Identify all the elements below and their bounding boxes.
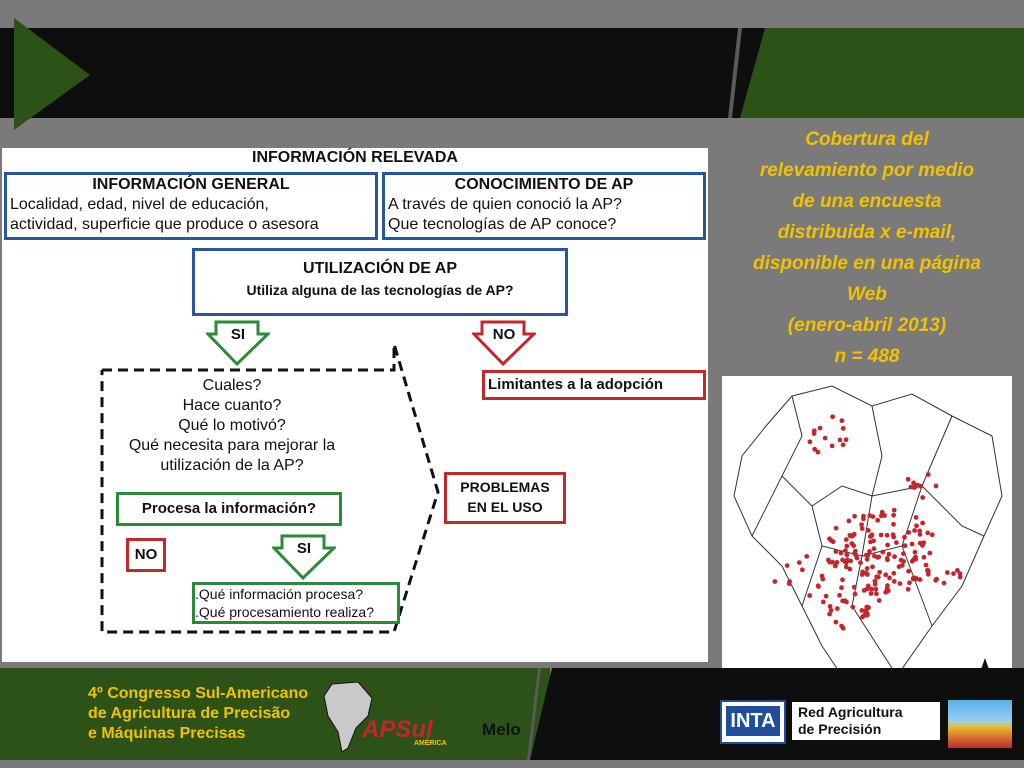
- caption-line1: Cobertura del: [805, 129, 929, 150]
- survey-dot: [852, 532, 857, 537]
- survey-dot: [804, 554, 809, 559]
- survey-dot: [865, 613, 870, 618]
- survey-dot: [922, 555, 927, 560]
- survey-dot: [885, 583, 890, 588]
- survey-dot: [874, 574, 879, 579]
- survey-dot: [913, 555, 918, 560]
- survey-dot: [933, 578, 938, 583]
- survey-dot: [850, 605, 855, 610]
- usage-heading: UTILIZACIÓN DE AP: [302, 260, 458, 277]
- survey-dot: [858, 560, 863, 565]
- survey-dot: [892, 554, 897, 559]
- survey-dot: [800, 567, 805, 572]
- survey-dot: [918, 532, 923, 537]
- congress-line1: 4º Congresso Sul-Americano: [88, 685, 309, 702]
- survey-dot: [945, 570, 950, 575]
- survey-dot: [891, 522, 896, 527]
- process-detail-box: [192, 582, 400, 624]
- survey-dot: [926, 472, 931, 477]
- survey-dot: [834, 620, 839, 625]
- survey-dot: [848, 567, 853, 572]
- survey-dot: [877, 570, 882, 575]
- survey-dot: [874, 587, 879, 592]
- no-label: NO: [492, 326, 516, 343]
- survey-dot: [865, 587, 870, 592]
- apsul-sub: AMÉRICA: [414, 740, 447, 747]
- question-5: utilización de la AP?: [160, 457, 304, 474]
- survey-dot: [903, 543, 908, 548]
- survey-dot: [914, 523, 919, 528]
- diagram-panel: [2, 148, 708, 662]
- survey-dot: [870, 564, 875, 569]
- survey-dot: [885, 533, 890, 538]
- inta-logo: [720, 700, 786, 744]
- survey-dot: [847, 519, 852, 524]
- caption-line5: disponible en una página: [752, 253, 982, 274]
- survey-dot: [838, 438, 843, 443]
- caption-line6: Web: [847, 284, 887, 305]
- survey-dot: [874, 591, 879, 596]
- survey-dot: [844, 437, 849, 442]
- survey-dot: [906, 477, 911, 482]
- survey-dot: [918, 577, 923, 582]
- process-info-label: Procesa la información?: [141, 500, 317, 517]
- survey-dot: [920, 521, 925, 526]
- survey-dot: [911, 576, 916, 581]
- play-triangle-icon: [14, 18, 92, 132]
- survey-dot: [840, 599, 845, 604]
- survey-dot: [885, 556, 890, 561]
- survey-dot: [925, 568, 930, 573]
- survey-dot: [891, 571, 896, 576]
- survey-map: [722, 376, 1012, 702]
- usage-box: [192, 248, 568, 316]
- survey-dot: [872, 554, 877, 559]
- survey-dot: [921, 540, 926, 545]
- survey-dot: [865, 566, 870, 571]
- survey-caption: [718, 124, 1016, 372]
- apsul-logo: [318, 676, 458, 756]
- survey-dot: [869, 591, 874, 596]
- survey-dot: [840, 418, 845, 423]
- survey-dot: [892, 508, 897, 513]
- survey-dot: [918, 484, 923, 489]
- caption-line4: distribuida x e-mail,: [777, 222, 957, 243]
- survey-dot: [816, 450, 821, 455]
- problems-line1: PROBLEMAS: [460, 479, 550, 495]
- header-green-band: [740, 28, 1024, 118]
- survey-dot: [860, 608, 865, 613]
- congress-line3: e Máquinas Precisas: [88, 725, 246, 742]
- survey-dot: [883, 572, 888, 577]
- survey-dot: [930, 532, 935, 537]
- general-info-line2: actividad, superficie que produce o asesora: [10, 216, 319, 233]
- survey-dot: [892, 579, 897, 584]
- survey-dot: [906, 569, 911, 574]
- survey-dot: [885, 543, 890, 548]
- survey-dot: [852, 514, 857, 519]
- survey-dot: [826, 558, 831, 563]
- survey-dot: [934, 484, 939, 489]
- survey-dot: [870, 532, 875, 537]
- survey-dot: [785, 563, 790, 568]
- survey-dot: [816, 583, 821, 588]
- survey-dot: [955, 568, 960, 573]
- survey-dot: [851, 543, 856, 548]
- survey-dot: [924, 563, 929, 568]
- process-info-box: [116, 492, 342, 526]
- survey-dot: [894, 540, 899, 545]
- general-info-heading: INFORMACIÓN GENERAL: [92, 176, 290, 193]
- survey-dot: [787, 581, 792, 586]
- survey-dot: [812, 431, 817, 436]
- survey-dot: [907, 580, 912, 585]
- red-ap-line1: Red Agricultura: [798, 704, 903, 720]
- survey-dot: [808, 439, 813, 444]
- survey-dot: [839, 551, 844, 556]
- question-1: Cuales?: [202, 377, 262, 394]
- survey-dot: [925, 531, 930, 536]
- limitations-label: Limitantes a la adopción: [488, 376, 664, 393]
- survey-dot: [873, 582, 878, 587]
- survey-dot: [839, 624, 844, 629]
- survey-dot: [926, 572, 931, 577]
- survey-dot: [797, 560, 802, 565]
- survey-dot: [823, 436, 828, 441]
- usage-question: Utiliza alguna de las tecnologías de AP?: [246, 282, 514, 298]
- survey-dot: [839, 585, 844, 590]
- survey-dot: [830, 444, 835, 449]
- survey-dot: [906, 587, 911, 592]
- survey-dot: [820, 577, 825, 582]
- survey-dot: [840, 577, 845, 582]
- precision-ag-logo: [948, 700, 1012, 748]
- survey-dot: [914, 515, 919, 520]
- survey-dot: [901, 551, 906, 556]
- survey-dot: [848, 559, 853, 564]
- no-box-label: NO: [134, 546, 158, 563]
- survey-dot: [866, 553, 871, 558]
- survey-dot: [910, 542, 915, 547]
- survey-dot: [853, 592, 858, 597]
- problems-box: [444, 472, 566, 524]
- survey-dot: [879, 533, 884, 538]
- survey-dot: [835, 560, 840, 565]
- survey-dot: [887, 552, 892, 557]
- survey-dot: [866, 528, 871, 533]
- survey-dot: [844, 537, 849, 542]
- process-detail-2: .Qué procesamiento realiza?: [195, 604, 374, 620]
- survey-dot: [834, 526, 839, 531]
- survey-dot: [843, 548, 848, 553]
- survey-dot: [942, 581, 947, 586]
- no-box: [126, 538, 166, 572]
- si-label-2: SI: [296, 540, 312, 557]
- survey-dot: [877, 598, 882, 603]
- survey-dot: [912, 528, 917, 533]
- survey-dot: [827, 536, 832, 541]
- diagram-title: INFORMACIÓN RELEVADA: [252, 149, 458, 166]
- caption-line2: relevamiento por medio: [759, 160, 975, 181]
- si-label: SI: [230, 326, 246, 343]
- caption-line8: n = 488: [834, 346, 900, 367]
- survey-dot: [875, 518, 880, 523]
- red-ap-line2: de Precisión: [798, 721, 882, 737]
- survey-dot: [844, 544, 849, 549]
- survey-dot: [891, 532, 896, 537]
- survey-dot: [841, 442, 846, 447]
- congress-name: [88, 684, 308, 744]
- survey-dot: [852, 585, 857, 590]
- question-2: Hace cuanto?: [182, 397, 282, 414]
- survey-dot: [864, 571, 869, 576]
- survey-dot: [951, 571, 956, 576]
- survey-dot: [860, 526, 865, 531]
- question-4: Qué necesita para mejorar la: [128, 437, 336, 454]
- survey-dot: [920, 495, 925, 500]
- process-detail-1: .Qué información procesa?: [195, 586, 364, 602]
- survey-dot: [914, 484, 919, 489]
- survey-dot: [906, 530, 911, 535]
- survey-dot: [818, 426, 823, 431]
- presenter-name: Melo: [482, 720, 521, 739]
- congress-line2: de Agricultura de Precisão: [88, 705, 291, 722]
- limitations-box: [482, 370, 706, 400]
- survey-dot: [821, 600, 826, 605]
- survey-dot: [840, 558, 845, 563]
- knowledge-heading: CONOCIMIENTO DE AP: [454, 176, 634, 193]
- survey-dot: [887, 576, 892, 581]
- survey-dot: [880, 510, 885, 515]
- province-map: [722, 376, 1012, 702]
- question-list: [102, 376, 362, 476]
- survey-dot: [901, 559, 906, 564]
- survey-dot: [880, 550, 885, 555]
- survey-dot: [841, 426, 846, 431]
- general-info-box: [4, 172, 378, 240]
- knowledge-line2: Que tecnologías de AP conoce?: [388, 216, 617, 233]
- inta-wordmark: INTA: [726, 706, 780, 736]
- survey-dot: [834, 549, 839, 554]
- survey-dot: [835, 606, 840, 611]
- survey-dot: [829, 608, 834, 613]
- top-gray-band: [0, 0, 1024, 28]
- survey-dot: [897, 564, 902, 569]
- survey-dot: [837, 593, 842, 598]
- survey-dot: [852, 551, 857, 556]
- survey-dot: [861, 514, 866, 519]
- knowledge-box: [382, 172, 706, 240]
- survey-dot: [902, 535, 907, 540]
- bottom-gray-band: [0, 760, 1024, 768]
- survey-dot: [927, 551, 932, 556]
- apsul-wordmark: APSul: [362, 716, 433, 743]
- knowledge-line1: A través de quien conoció la AP?: [388, 196, 622, 213]
- red-ap-logo: [792, 702, 940, 740]
- survey-dot: [830, 414, 835, 419]
- survey-dot: [824, 594, 829, 599]
- problems-line2: EN EL USO: [467, 499, 543, 515]
- survey-dot: [807, 593, 812, 598]
- caption-line3: de una encuesta: [792, 191, 942, 212]
- survey-dot: [868, 540, 873, 545]
- survey-dot: [773, 579, 778, 584]
- caption-line7: (enero-abril 2013): [787, 315, 947, 336]
- survey-dot: [872, 546, 877, 551]
- survey-dot: [909, 485, 914, 490]
- general-info-line1: Localidad, edad, nivel de educación,: [10, 196, 269, 213]
- survey-dot: [898, 581, 903, 586]
- survey-dot: [871, 514, 876, 519]
- survey-dot: [845, 553, 850, 558]
- survey-dot: [891, 513, 896, 518]
- question-3: Qué lo motivó?: [178, 417, 286, 434]
- survey-dot: [913, 550, 918, 555]
